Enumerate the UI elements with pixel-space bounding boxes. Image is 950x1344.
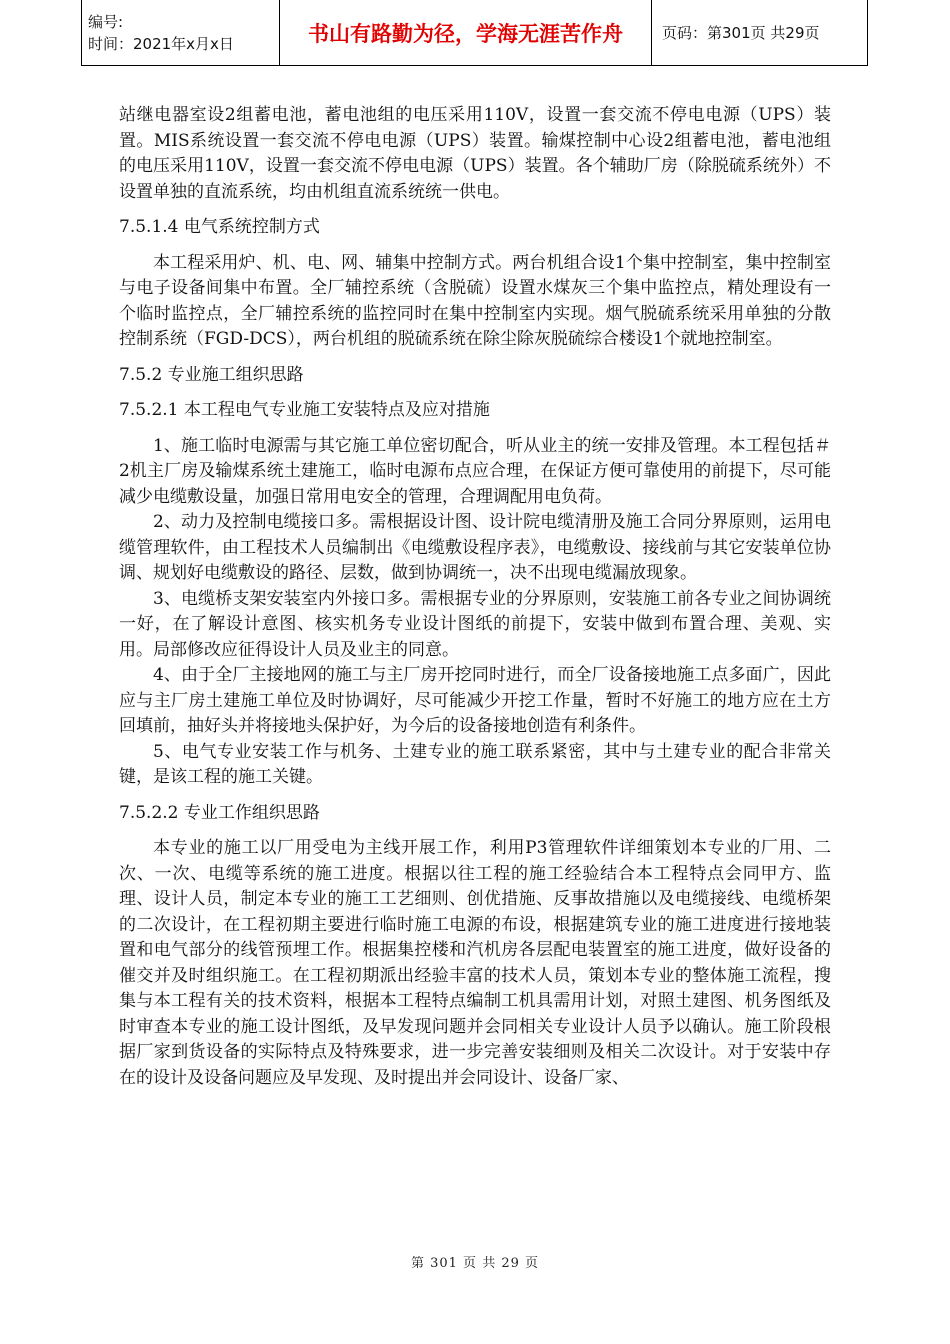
- section-heading-7-5-2-2: 7.5.2.2 专业工作组织思路: [119, 802, 320, 823]
- section-heading-7-5-1-4: 7.5.1.4 电气系统控制方式: [119, 217, 320, 237]
- paragraph-item-2: 2、动力及控制电缆接口多。需根据设计图、设计院电缆清册及施工合同分界原则，运用电缆管理软件，由工程技术人员编制出《电缆敷设程序表》，电缆敷设、接线前与其它安装单位协调、规划好电缆敷设的路径、层数，做到协调统一，决不出现电缆漏放现象。: [119, 512, 831, 583]
- page-footer: 第 301 页 共 29 页: [410, 1256, 540, 1271]
- paragraph-control-mode: 本工程采用炉、机、电、网、辅集中控制方式。两台机组合设1个集中控制室，集中控制室与电子设备间集中布置。全厂辅控系统（含脱硫）设置水煤灰三个集中监控点，精处理设有一个临时监控点，全厂辅控系统的监控同时在集中控制室内实现。烟气脱硫系统采用单独的分散控制系统（FGD-DCS），两台机组的脱硫系统在除尘除灰脱硫综合楼设1个就地控制室。: [119, 252, 831, 349]
- header-motto: 书山有路勤为径，学海无涯苦作舟: [280, 0, 652, 65]
- header-meta: [82, 0, 280, 65]
- document-body: [119, 103, 831, 1091]
- paragraph-item-5: 5、电气专业安装工作与机务、土建专业的施工联系紧密，其中与土建专业的配合非常关键，是该工程的施工关键。: [119, 741, 831, 787]
- paragraph-item-3: 3、电缆桥支架安装室内外接口多。需根据专业的分界原则，安装施工前各专业之间协调统一好，在了解设计意图、核实机务专业设计图纸的前提下，安装中做到布置合理、美观、实用。局部修改应征得设计人员及业主的同意。: [119, 588, 831, 660]
- paragraph-work-organization: 本专业的施工以厂用受电为主线开展工作，利用P3管理软件详细策划本专业的厂用、二次、一次、电缆等系统的施工进度。根据以往工程的施工经验结合本工程特点会同甲方、监理、设计人员，制定本专业的施工工艺细则、创优措施、反事故措施以及电缆接线、电缆桥架的二次设计，在工程初期主要进行临时施工电源的布设，根据建筑专业的施工进度进行接地装置和电气部分的线管预埋工作。根据集控楼和汽机房各层配电装置室的施工进度，做好设备的催交并及时组织施工。在工程初期派出经验丰富的技术人员，策划本专业的整体施工流程，搜集与本工程有关的技术资料，根据本工程特点编制工机具需用计划，对照土建图、机务图纸及时审查本专业的施工设计图纸，及早发现问题并会同相关专业设计人员予以确认。施工阶段根据厂家到货设备的实际特点及特殊要求，进一步完善安装细则及相关二次设计。对于安装中存在的设计及设备问题应及早发现、及时提出并会同设计、设备厂家、: [119, 838, 831, 1088]
- header-page-label: 页码：第301页 共29页: [662, 24, 820, 42]
- paragraph-item-4: 4、由于全厂主接地网的施工与主厂房开挖同时进行，而全厂设备接地施工点多面广，因此应与主厂房土建施工单位及时协调好，尽可能减少开挖工作量，暂时不好施工的地方应在土方回填前，抽好头并将接地头保护好，为今后的设备接地创造有利条件。: [119, 665, 831, 736]
- document-time-label: 时间：2021年x月x日: [88, 34, 234, 53]
- page-header: [81, 0, 868, 66]
- paragraph-power-supply: 站继电器室设2组蓄电池，蓄电池组的电压采用110V，设置一套交流不停电电源（UPS）装置。MIS系统设置一套交流不停电电源（UPS）装置。输煤控制中心设2组蓄电池，蓄电池组的电压采用110V，设置一套交流不停电电源（UPS）装置。各个辅助厂房（除脱硫系统外）不设置单独的直流系统，均由机组直流系统统一供电。: [119, 105, 831, 202]
- section-heading-7-5-2-1: 7.5.2.1 本工程电气专业施工安装特点及应对措施: [119, 400, 490, 420]
- document-number-label: 编号:: [88, 12, 124, 31]
- paragraph-item-1: 1、施工临时电源需与其它施工单位密切配合，听从业主的统一安排及管理。本工程包括＃2机主厂房及输煤系统土建施工，临时电源布点应合理，在保证方便可靠使用的前提下，尽可能减少电缆敷设量，加强日常用电安全的管理，合理调配用电负荷。: [119, 435, 831, 507]
- section-heading-7-5-2: 7.5.2 专业施工组织思路: [119, 364, 304, 385]
